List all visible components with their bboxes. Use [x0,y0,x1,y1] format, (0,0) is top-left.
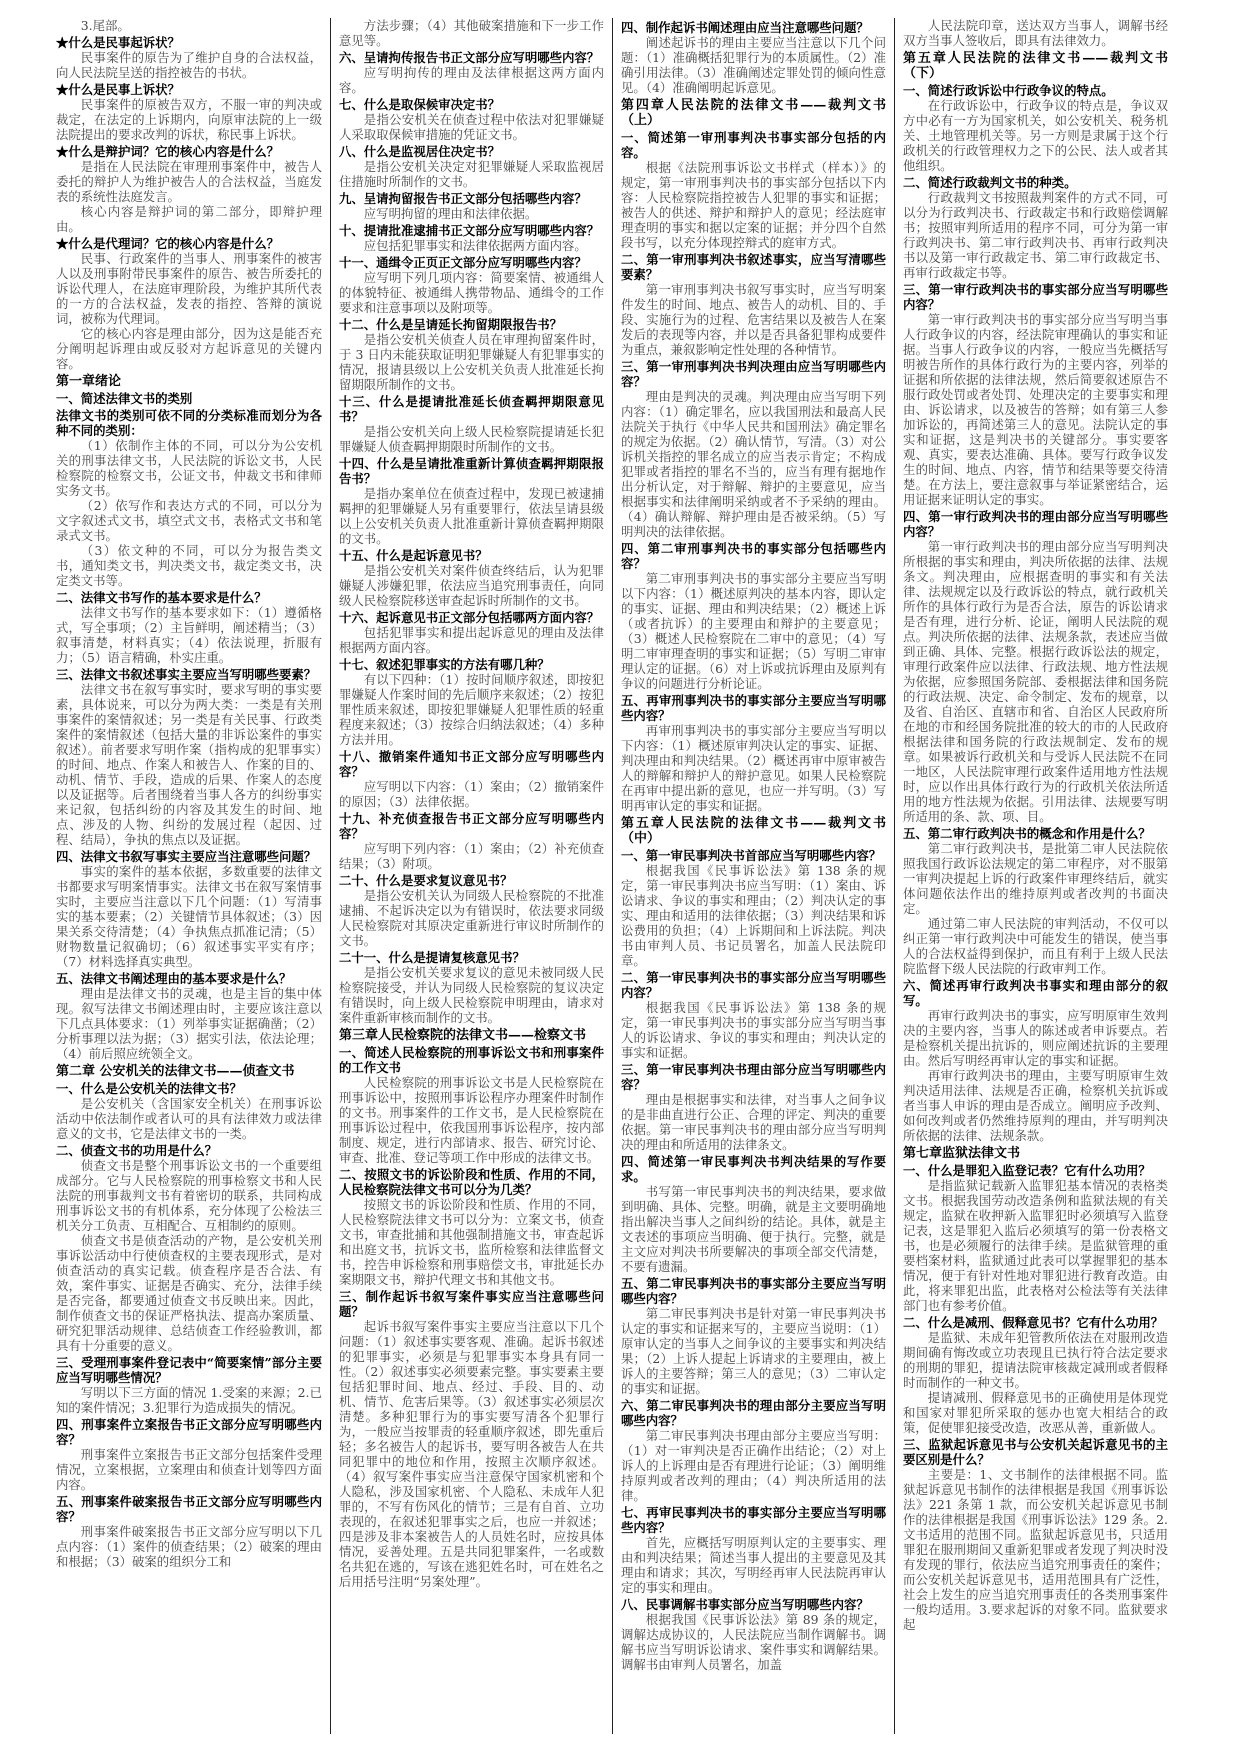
paragraph: 通过第二审人民法院的审判活动，不仅可以纠正第一审行政判决中可能发生的错误，使当事人的合法权益得到保护，而且有利于上级人民法院监督下级人民法院的行政审判工作。 [903,916,1168,976]
paragraph: 第二审刑事判决书的事实部分主要应当写明以下内容：（1）概述原判决的基本内容，即认定的事实、证据、理由和判决结果；（2）概述上诉（或者抗诉）的主要理由和辩护的主要意见；（3）概述人民检察院在二审中的意见；（4）写明二审审理查明的事实和证据；（5）写明二审审理认定的证据。（6）对上诉或抗诉理由及原判有争议的问题进行分析论证。 [621,571,886,691]
paragraph: 人民检察院的刑事诉讼文书是人民检察院在刑事诉讼中，按照刑事诉讼程序办理案件时制作的文书。刑事案件的工作文书，是人民检察院在刑事诉讼过程中，依我国刑事诉讼程序，按内部制度、规定，进行内部请求、报告、研究讨论、审查、批准、登记等项工作中形成的法律文书。 [339,1075,604,1165]
paragraph: 应写明拘传的理由及法律根据这两方面内容。 [339,65,604,95]
question-heading: 五、再审刑事判决书的事实部分主要应当写明哪些内容？ [621,693,886,723]
question-heading: 七、什么是取保候审决定书？ [339,97,501,112]
question-heading: 四、第二审刑事判决书的事实部分包括哪些内容？ [621,541,886,571]
question-heading: 十九、补充侦查报告书正文部分应写明哪些内容？ [339,811,604,841]
paragraph: 事实的案件的基本依据，多数重要的法律文书都要求写明案情事实。法律文书在叙写案情事实时，主要应当注意以下几个问题：（1）写清事实的基本要素；（2）关键情节具体叙述；（3）因果关系交待清楚；（4）争执焦点抓准记清；（5）财物数量记叙确切；（6）叙述事实平实有序；（7）材料选择真实典型。 [56,864,322,969]
paragraph: 再审行政判决书的理由，主要写明原审生效判决适用法律、法规是否正确，检察机关抗诉或者当事人申诉的理由是否成立。阐明应予改判、如何改判或者仍然维持原判的理由，并写明判决所依据的法律、法规条款。 [903,1068,1168,1143]
question-heading: 四、制作起诉书阐述理由应当注意哪些问题？ [621,20,869,35]
question-heading: 一、简述行政诉讼中行政争议的特点。 [903,83,1114,98]
question-heading: 十七、叙述犯罪事实的方法有哪几种？ [339,657,550,672]
paragraph: 第一审刑事判决书叙写事实时，应当写明案件发生的时间、地点、被告人的动机、目的、手段、实施行为的过程、危害结果以及被告人在案发后的表现等内容，并以是否具备犯罪构成要件为重点，兼叙影响定性处理的各种情节。 [621,282,886,357]
paragraph: 民事、行政案件的当事人、刑事案件的被害人以及刑事附带民事案件的原告、被告所委托的诉讼代理人，在法庭审理阶段，为维护其所代表的一方的合法权益，发表的指控、答辩的演说词，被称为代理词。 [56,251,322,326]
paragraph: 根据我国《民事诉讼法》第 138 条的规定，第一审民事判决书的事实部分应当写明当事人的诉讼请求、争议的事实和理由；判决认定的事实和证据。 [621,1000,886,1060]
paragraph: 行政裁判文书按照裁判案件的方式不同，可以分为行政判决书、行政裁定书和行政赔偿调解书；按照审判所适用的程序不同，可分为第一审行政判决书、第二审行政判决书、再审行政判决书以及第一审行政裁定书、第二审行政裁定书、再审行政裁定书等。 [903,190,1168,280]
paragraph: 是监狱、未成年犯管教所依法在对服刑改造期间确有悔改或立功表现且已执行符合法定要求的刑期的罪犯，提请法院审核裁定减刑或者假释时而制作的一种文书。 [903,1330,1168,1390]
paragraph: 按照文书的诉讼阶段和性质、作用的不同，人民检察院法律文书可以分为：立案文书，侦查文书，审查批捕和其他强制措施文书，审查起诉和出庭文书，抗诉文书，监所检察和法律监督文书，控告申诉检察和刑事赔偿文书，审批延长办案期限文书，辩护代理文书和其他文书。 [339,1197,604,1287]
paragraph: 再审行政判决书的事实，应写明原审生效判决的主要内容，当事人的陈述或者申诉要点。若是检察机关提出抗诉的，则应阐述抗诉的主要理由。然后写明经再审认定的事实和证据。 [903,1008,1168,1068]
paragraph: 是指公安机关向上级人民检察院提请延长犯罪嫌疑人侦查羁押期限时所制作的文书。 [339,424,604,454]
paragraph: 应写明拘留的理由和法律依据。 [363,206,538,221]
question-heading: 四、刑事案件立案报告书正文部分应写明哪些内容？ [56,1417,322,1447]
paragraph: 核心内容是辩护词的第二部分，即辩护理由。 [56,204,322,234]
paragraph: （1）依制作主体的不同，可以分为公安机关的刑事法律文书，人民法院的诉讼文书，人民检察院的检察文书，公证文书，仲裁文书和律师实务文书。 [56,438,322,498]
question-heading: 四、简述第一审民事判决书判决结果的写作要求。 [621,1154,886,1184]
chapter-heading: 第三章人民检察院的法律文书——检察文书 [339,1028,587,1043]
paragraph: 第一审行政判决书的事实部分应当写明当事人行政争议的内容，经法院审理确认的事实和证据。当事人行政争议的内容，一般应当先概括写明被告所作的具体行政行为的主要内容，列举的证据和所依据的法律法规，然后简要叙述原告不服行政处罚或者处罚、处理决定的主要事实和理由、诉讼请求，以及被告的答辩；如有第三人参加诉讼的，再简述第三人的意见。法院认定的事实和证据，这是判决书的关键部分。事实要客观、真实，要表达准确、具体。要写行政争议发生的时间、地点、内容，情节和结果等要交待清楚。在方法上，要注意叙事与举证紧密结合，运用证据来证明认定的事实。 [903,312,1168,507]
paragraph: 是公安机关（含国家安全机关）在刑事诉讼活动中依法制作或者认可的具有法律效力或法律意义的文书，它是法律文书的一类。 [56,1096,322,1141]
paragraph: 理由是法律文书的灵魂，也是主旨的集中体现。叙写法律文书阐述理由时，主要应该注意以下几点具体要求：（1）列举事实证据确凿；（2）分析事理以法为据；（3）据实引法，依法论理；（4）前后照应统领全文。 [56,986,322,1061]
chapter-heading: 第一章绪论 [56,374,122,389]
paragraph: 第二审民事判决书理由部分主要应当写明：（1）对一审判决是否正确作出结论；（2）对上诉人的上诉理由是否有理进行论证；（3）阐明维持原判或者改判的理由；（4）判决所适用的法律。 [621,1428,886,1503]
question-heading: 三、第一审刑事判决书判决理由应当写明哪些内容？ [621,359,886,389]
chapter-heading: 第五章人民法院的法律文书——裁判文书（下） [903,51,1168,81]
question-heading: 十五、什么是起诉意见书？ [339,548,488,563]
question-heading: 十四、什么是呈请批准重新计算侦查羁押期限报告书？ [339,456,604,486]
paragraph: 第二审行政判决书，是批第二审人民法院依照我国行政诉讼法规定的第二审程序，对不服第一审判决提起上诉的行政案件审理终结后，就实体问题依法作出的维持原判或者改判的书面决定。 [903,841,1168,916]
question-heading: 一、什么是罪犯入监登记表？它有什么功用？ [903,1163,1151,1178]
question-heading: 六、呈请拘传报告书正文部分应写明哪些内容？ [339,50,600,65]
paragraph: 是指办案单位在侦查过程中，发现已被逮捕羁押的犯罪嫌疑人另有重要罪行，依法呈请县级以上公安机关负责人批准重新计算侦查羁押期限的文书。 [339,486,604,546]
question-heading: 三、监狱起诉意见书与公安机关起诉意见书的主要区别是什么？ [903,1437,1168,1467]
paragraph: 包括犯罪事实和提出起诉意见的理由及法律根据两方面内容。 [339,625,604,655]
paragraph: 法律文书写作的基本要求如下：（1）遵循格式，写全事项；（2）主旨鲜明，阐述精当；（3）叙事清楚，材料真实；（4）依法说理，折服有力；（5）语言精确，朴实庄重。 [56,605,322,665]
question-heading: 四、第一审行政判决书的理由部分应当写明哪些内容？ [903,509,1168,539]
paragraph: 写明以下三方面的情况 1.受案的来源；2.已知的案件情况；3.犯罪行为造成损失的情况。 [56,1385,322,1415]
paragraph: 有以下四种：（1）按时间顺序叙述，即按犯罪嫌疑人作案时间的先后顺序来叙述；（2）按犯罪性质来叙述，即按犯罪嫌疑人犯罪性质的轻重程度来叙述；（3）按综合归纳法叙述；（4）多种方法并用。 [339,672,604,747]
paragraph: 是指在人民法院在审理刑事案件中，被告人委托的辩护人为维护被告人的合法权益，当庭发表的系统性法庭发言。 [56,159,322,204]
paragraph: 书写第一审民事判决书的判决结果，要求做到明确、具体、完整。明确，就是主文要明确地指出解决当事人之间纠纷的结论。具体，就是主文表述的事项应当明确、便于执行。完整，就是主文应对判决书所要解决的事项全部交代清楚，不要有遗漏。 [621,1184,886,1274]
question-heading: 五、刑事案件破案报告书正文部分应写明哪些内容？ [56,1494,322,1524]
paragraph: 主要是：1、文书制作的法律根据不同。监狱起诉意见书制作的法律根据是我国《刑事诉讼法》221 条第 1 款，而公安机关起诉意见书制作的法律根据是我国《刑事诉讼法》129 条。2.文书适用的范围不同。监狱起诉意见书，只适用罪犯在服刑期间又重新犯罪或者发现了判决时没有发现的罪行，依法应当追究刑事责任的案件；而公安机关起诉意见书，适用范围具有广泛性，社会上发生的应当追究刑事责任的各类刑事案件一般均适用。3.要求起诉的对象不同。监狱要求起 [903,1467,1168,1632]
question-heading: 一、简述人民检察院的刑事诉讼文书和刑事案件的工作文书 [339,1045,604,1075]
paragraph: 第一审行政判决书的理由部分应当写明判决所根据的事实和理由，判决所依据的法律、法规条文。判决理由，应根据查明的事实和有关法律、法规规定以及行政诉讼的特点，就行政机关所作的具体行政行为是否合法，原告的诉讼请求是否有理，进行分析、论证，阐明人民法院的观点。判决所依据的法律、法规条款，表述应当做到正确、具体、完整。根据行政诉讼法的规定，审理行政案件应以法律、行政法规、地方性法规为依据，应参照国务院部、委根据法律和国务院的行政法规、决定、命令制定、发布的规章，以及省、自治区、直辖市和省、自治区人民政府所在地的市和经国务院批准的较大的市的人民政府根据法律和国务院的行政法规制定、发布的规章。如果被诉行政机关和与受诉人民法院不在同一地区，人民法院审理行政案件适用地方性法规时，应以作出具体行政行为的行政机关依法所适用的地方性法规为依据。引用法律、法规要写明所适用的条、款、项、目。 [903,539,1168,824]
paragraph: 理由是判决的灵魂。判决理由应当写明下列内容：（1）确定罪名，应以我国刑法和最高人民法院关于执行《中华人民共和国刑法》确定罪名的规定为依据。（2）确认情节，写清。（3）对公诉机关指控的罪名成立的应当表示肯定；不构成犯罪或者指控的罪名不当的，应当有理有据地作出分析认定，对于辩解、辩护的主要意见，应当根据事实和法律阐明采纳或者不予采纳的理由。（4）确认辩解、辩护理由是否被采纳。（5）写明判决的法律依据。 [621,389,886,539]
question-heading: ★什么是代理词？它的核心内容是什么？ [56,236,280,251]
paragraph: 侦查文书是侦查活动的产物，是公安机关刑事诉讼活动中行使侦查权的主要表现形式，是对侦查活动的真实记载。侦查程序是否合法、有效，案件事实、证据是否确实、充分，法律手续是否完备，都要通过侦查文书反映出来。因此，制作侦查文书的保证严格执法、提高办案质量、研究犯罪活动规律、总结侦查工作经验教训，都具有十分重要的意义。 [56,1233,322,1353]
paragraph: 是指公安机关侦查人员在审理拘留案件时，于 3 日内未能获取证明犯罪嫌疑人有犯罪事实的情况，报请县级以上公安机关负责人批准延长拘留期限所制作的文书。 [339,332,604,392]
question-heading: ★什么是民事起诉状？ [56,35,180,50]
question-heading: 四、法律文书叙写事实主要应当注意哪些问题？ [56,849,317,864]
paragraph: 应包括犯罪事实和法律依据两方面内容。 [363,238,587,253]
paragraph: 是指公安机关要求复议的意见未被同级人民检察院接受，并认为同级人民检察院的复议决定有错误时，向上级人民检察院申明理由，请求对案件重新审核而制作的文书。 [339,965,604,1025]
question-heading: 二、按照文书的诉讼阶段和性质、作用的不同，人民检察院法律文书可以分为几类？ [339,1167,604,1197]
paragraph: 提请减刑、假释意见书的正确使用是体现党和国家对罪犯所采取的惩办也宽大相结合的政策，促使罪犯接受改造，改恶从善，重新做人。 [903,1390,1168,1435]
chapter-heading: 第二章 公安机关的法律文书——侦查文书 [56,1064,295,1079]
paragraph: 是指公安机关对案件侦查终结后，认为犯罪嫌疑人涉嫌犯罪，依法应当追究刑事责任，向同级人民检察院移送审查起诉时所制作的文书。 [339,563,604,608]
question-heading: 九、呈请拘留报告书正文部分包括哪些内容？ [339,191,587,206]
question-heading: 十三、什么是提请批准延长侦查羁押期限意见书？ [339,394,604,424]
question-heading: 二、第一审刑事判决书叙述事实，应当写清哪些要素？ [621,252,886,282]
question-heading: ★什么是民事上诉状？ [56,82,180,97]
paragraph: 应写明下列内容：（1）案由；（2）补充侦查结果；（3）附项。 [339,841,604,871]
question-heading: 二十、什么是要求复议意见书？ [339,873,513,888]
question-heading: 七、再审民事判决书的事实部分主要应当写明哪些内容？ [621,1505,886,1535]
paragraph: 法律文书在叙写事实时，要求写明的事实要素，具体说来，可以分为两大类：一类是有关刑事案件的案情叙述；另一类是有关民事、行政类案件的案情叙述（包括大量的非诉讼案件的事实叙述）。前者要求写明作案（指构成的犯罪事实）的时间、地点、作案人和被告人、作案的目的、动机、情节、手段，造成的后果、作案人的态度以及证据等。后者围绕着当事人各方的纠纷事实来记叙，包括纠纷的内容及其发生的时间、地点、涉及的人物、纠纷的发展过程（起因、过程、结局），争执的焦点以及证据。 [56,682,322,847]
paragraph: 阐述起诉书的理由主要应当注意以下几个问题：（1）准确概括犯罪行为的本质属性。（2）准确引用法律。（3）准确阐述定罪处罚的倾向性意见。（4）准确阐明起诉意见。 [621,35,886,95]
paragraph: 民事案件的原被告双方，不服一审的判决或裁定，在法定的上诉期内，向原审法院的上一级法院提出的要求改判的诉状，称民事上诉状。 [56,97,322,142]
question-heading: 二、什么是减刑、假释意见书？它有什么功用？ [903,1315,1164,1330]
question-heading: 二、侦查文书的功用是什么？ [56,1143,218,1158]
paragraph: 首先，应概括写明原判认定的主要事实、理由和判决结果；简述当事人提出的主要意见及其理由和请求；其次，写明经再审人民法院再审认定的事实和理由。 [621,1535,886,1595]
question-heading: 二、简述行政裁判文书的种类。 [903,175,1077,190]
question-heading: 六、简述再审行政判决书事实和理由部分的叙写。 [903,978,1168,1008]
paragraph: 是指公安机关决定对犯罪嫌疑人采取监视居住措施时所制作的文书。 [339,159,604,189]
paragraph: 在行政诉讼中，行政争议的特点是，争议双方中必有一方为国家机关，如公安机关、税务机关、土地管理机关等。另一方则是隶属于这个行政机关的行政管理权力之下的公民、法人或者其他组织。 [903,98,1168,173]
question-heading: 三、制作起诉书叙写案件事实应当注意哪些问题？ [339,1289,604,1319]
question-heading: 八、什么是监视居住决定书？ [339,144,501,159]
question-heading: 五、第二审民事判决书的事实部分主要应当写明哪些内容？ [621,1276,886,1306]
paragraph: 根据我国《民事诉讼法》第 138 条的规定，第一审民事判决书应当写明：（1）案由、诉讼请求、争议的事实和理由；（2）判决认定的事实、理由和适用的法律依据；（3）判决结果和诉讼费用的负担；（4）上诉期间和上诉法院。判决书由审判人员、书记员署名，加盖人民法院印章。 [621,863,886,968]
paragraph: 再审刑事判决书的事实部分主要应当写明以下内容：（1）概述原审判决认定的事实、证据、判决理由和判决结果。（2）概述再审中原审被告人的辩解和辩护人的辩护意见。如果人民检察院在再审中提出新的意见，也应一并写明。（3）写明再审认定的事实和证据。 [621,723,886,813]
paragraph: （2）依写作和表达方式的不同，可以分为文字叙述式文书，填空式文书，表格式文书和笔录式文书。 [56,498,322,543]
question-heading: ★什么是辩护词？它的核心内容是什么？ [56,144,280,159]
paragraph: 它的核心内容是理由部分，因为这是能否充分阐明起诉理由或反驳对方起诉意见的关键内容。 [56,326,322,371]
paragraph: 侦查文书是整个刑事诉讼文书的一个重要组成部分。它与人民检察院的刑事检察文书和人民法院的刑事裁判文书有着密切的联系，共同构成刑事诉讼文书的有机体系，充分体现了公检法三机关分工负责、互相配合、互相制约的原则。 [56,1158,322,1233]
paragraph: 根据《法院刑事诉讼文书样式（样本）》的规定，第一审刑事判决书的事实部分包括以下内容：人民检察院指控被告人犯罪的事实和证据；被告人的供述、辩护和辩护人的意见；经法庭审理查明的事实和据以定案的证据；并分四个自然段书写，以充分体现控辩式的庭审方式。 [621,160,886,250]
paragraph: 应写明下列几项内容：简要案情、被通缉人的体貌特征、被通缉人携带物品、通缉令的工作要求和注意事项以及附项等。 [339,270,604,315]
paragraph: 人民法院印章，送达双方当事人，调解书经双方当事人签收后，即具有法律效力。 [903,18,1168,48]
question-heading: 三、法律文书叙述事实主要应当写明哪些要素？ [56,667,317,682]
column-4 [894,18,1176,1734]
question-heading: 十六、起诉意见书正文部分包括哪两方面内容？ [339,610,600,625]
question-heading: 法律文书的类别可依不同的分类标准而划分为各种不同的类别： [56,408,322,438]
question-heading: 五、法律文书阐述理由的基本要求是什么？ [56,971,292,986]
question-heading: 二十一、什么是提请复核意见书？ [339,950,525,965]
question-heading: 十一、通缉令正页正文部分应写明哪些内容？ [339,255,587,270]
question-heading: 一、第一审民事判决书首部应当写明哪些内容？ [621,848,882,863]
question-heading: 八、民事调解书事实部分应当写明哪些内容？ [621,1597,869,1612]
chapter-heading: 第四章人民法院的法律文书——裁判文书（上） [621,98,886,128]
question-heading: 三、第一审民事判决书理由部分应当写明哪些内容？ [621,1062,886,1092]
chapter-heading: 第七章监狱法律文书 [903,1146,1021,1161]
question-heading: 一、简述法律文书的类别 [56,391,193,406]
question-heading: 三、第一审行政判决书的事实部分应当写明哪些内容？ [903,282,1168,312]
question-heading: 十、提请批准逮捕书正文部分应写明哪些内容？ [339,223,600,238]
paragraph: 起诉书叙写案件事实主要应当注意以下几个问题：（1）叙述事实要客观、准确。起诉书叙述的犯罪事实，必须是与犯罪事实本身具有同一性。（2）叙述事实必须要素完整。事实要素主要包括犯罪时间、地点、经过、手段、目的、动机、情节、危害后果等。（3）叙述事实必须层次清楚。多种犯罪行为的事实要写清各个犯罪行为，一般应当按罪责的轻重顺序叙述，即先重后轻；多名被告人的起诉书，要写明各被告人在共同犯罪中的地位和作用，按照主次顺序叙述。（4）叙写案件事实应当注意保守国家机密和个人隐私，涉及国家机密、个人隐私、未成年人犯罪的，不写有伤风化的情节；三是有自首、立功表现的，在叙述犯罪事实之后，也应一并叙述；四是涉及非本案被告人的人员姓名时，应按具体情况，妥善处理。五是共同犯罪案件，一名或数名共犯在逃的，写该在逃犯姓名时，可在姓名之后用括号注明“另案处理”。 [339,1319,604,1589]
paragraph: 是指监狱记载新入监罪犯基本情况的表格类文书。根据我国劳动改造条例和监狱法规的有关规定，监狱在收押新入监罪犯时必须填写入监登记表，这是罪犯入监后必须填写的第一份表格文书，也是必须履行的法律手续。是监狱管理的重要档案材料，监狱通过此表可以掌握罪犯的基本情况，便于有针对性地对罪犯进行教育改造。由此，将来罪犯出监，此表格对公检法等有关法律部门也有参考价值。 [903,1178,1168,1313]
column-3 [612,18,894,1734]
question-heading: 十二、什么是呈请延长拘留期限报告书？ [339,317,563,332]
paragraph: 根据我国《民事诉讼法》第 89 条的规定，调解达成协议的，人民法院应当制作调解书。调解书应当写明诉讼请求、案件事实和调解结果。调解书由审判人员署名，加盖 [621,1612,886,1672]
paragraph: 是指公安机关认为同级人民检察院的不批准逮捕、不起诉决定以为有错误时，依法要求同级人民检察院对其原决定重新进行审议时所制作的文书。 [339,888,604,948]
question-heading: 十八、撤销案件通知书正文部分应写明哪些内容？ [339,749,604,779]
question-heading: 一、简述第一审刑事判决书事实部分包括的内容。 [621,130,886,160]
column-1 [48,18,330,1734]
chapter-heading: 第五章人民法院的法律文书——裁判文书（中） [621,816,886,846]
question-heading: 三、受理刑事案件登记表中“简要案情”部分主要应当写明哪些情况？ [56,1355,322,1385]
paragraph: 第二审民事判决书是针对第一审民事判决书认定的事实和证据来写的，主要应当说明：（1）原审认定的当事人之间争议的主要事实和判决结果；（2）上诉人提起上诉请求的主要理由，被上诉人的主要答辩；第三人的意见；（3）二审认定的事实和证据。 [621,1306,886,1396]
question-heading: 六、第二审民事判决书的理由部分主要应当写明哪些内容？ [621,1398,886,1428]
paragraph: 理由是根据事实和法律，对当事人之间争议的是非曲直进行公正、合理的评定、判决的重要依据。第一审民事判决书的理由部分应当写明判决的理由和所适用的法律条文。 [621,1092,886,1152]
paragraph: 应写明以下内容：（1）案由；（2）撤销案件的原因；（3）法律依据。 [339,779,604,809]
paragraph: 3.尾部。 [80,18,130,33]
paragraph: 刑事案件破案报告书正文部分应写明以下几点内容：（1）案件的侦查结果；（2）破案的理由和根据；（3）破案的组织分工和 [56,1524,322,1569]
paragraph: 方法步骤；（4）其他破案措施和下一步工作意见等。 [339,18,604,48]
paragraph: 是指公安机关在侦查过程中依法对犯罪嫌疑人采取取保候审措施的凭证文书。 [339,112,604,142]
question-heading: 五、第二审行政判决书的概念和作用是什么？ [903,826,1151,841]
question-heading: 二、法律文书写作的基本要求是什么？ [56,590,267,605]
question-heading: 一、什么是公安机关的法律文书？ [56,1081,242,1096]
text-columns [48,18,1201,1734]
column-2 [330,18,612,1734]
paragraph: 刑事案件立案报告书正文部分包括案件受理情况，立案根据，立案理由和侦查计划等四方面内容。 [56,1447,322,1492]
question-heading: 二、第一审民事判决书的事实部分应当写明哪些内容？ [621,970,886,1000]
paragraph: （3）依文种的不同，可以分为报告类文书，通知类文书，判决类文书，裁定类文书，决定类文书等。 [56,543,322,588]
paragraph: 民事案件的原告为了维护自身的合法权益，向人民法院呈送的指控被告的书状。 [56,50,322,80]
